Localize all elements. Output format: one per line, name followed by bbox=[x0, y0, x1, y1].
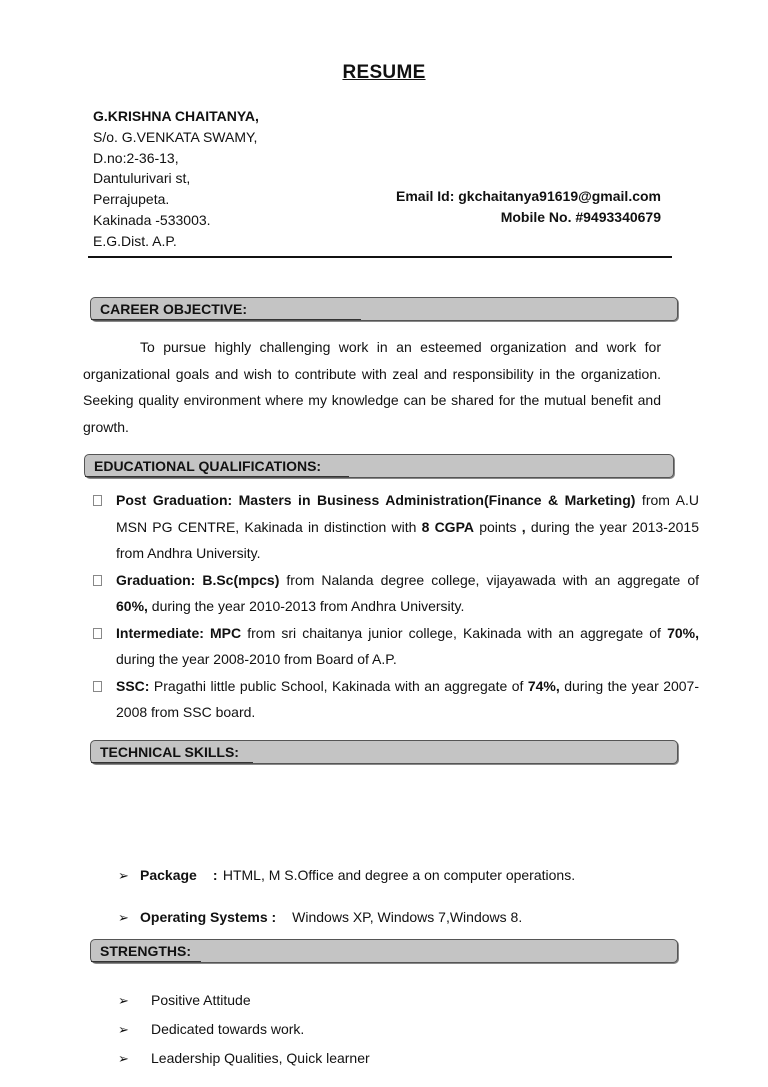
strength-text: Dedicated towards work. bbox=[151, 1021, 305, 1037]
checkbox-bullet-icon bbox=[93, 628, 102, 639]
mobile: Mobile No. #9493340679 bbox=[500, 208, 661, 225]
heading-underline bbox=[91, 319, 361, 320]
education-item: Intermediate: MPC from sri chaitanya junior college, Kakinada with an aggregate of 70%, during the year 2008-2010 from Board of A.P. bbox=[91, 620, 699, 673]
education-item: Graduation: B.Sc(mpcs) from Nalanda degree college, vijayawada with an aggregate of 60%, during the year 2010-2013 from Andhra University. bbox=[91, 567, 699, 620]
career-objective-heading-bar bbox=[90, 297, 678, 321]
strength-item bbox=[118, 1050, 370, 1067]
heading-underline bbox=[91, 961, 201, 962]
education-heading-bar bbox=[84, 454, 674, 478]
career-objective-heading: CAREER OBJECTIVE: bbox=[100, 301, 248, 317]
strength-item bbox=[118, 1021, 304, 1038]
arrow-bullet-icon: ➢ bbox=[118, 868, 129, 883]
contact-block bbox=[396, 186, 661, 228]
career-objective-text bbox=[83, 334, 661, 440]
arrow-bullet-icon: ➢ bbox=[118, 1022, 129, 1037]
candidate-name: G.KRISHNA CHAITANYA, bbox=[93, 108, 259, 124]
skill-label: Package bbox=[140, 867, 197, 883]
resume-title: RESUME bbox=[342, 62, 426, 83]
skill-label: Operating Systems : bbox=[140, 909, 277, 925]
heading-underline bbox=[85, 476, 349, 477]
technical-skill-item bbox=[118, 867, 575, 884]
checkbox-bullet-icon bbox=[93, 681, 102, 692]
address-line: Perrajupeta. bbox=[93, 191, 170, 208]
education-item: Post Graduation: Masters in Business Administration(Finance & Marketing) from A.U MSN PG CENTRE, Kakinada in distinction with 8 CGPA points , during the year 2013-2015 from Andhra University. bbox=[91, 487, 699, 567]
checkbox-bullet-icon bbox=[93, 575, 102, 586]
education-heading: EDUCATIONAL QUALIFICATIONS: bbox=[94, 458, 322, 474]
skill-value: Windows XP, Windows 7,Windows 8. bbox=[292, 909, 523, 925]
address-line: D.no:2-36-13, bbox=[93, 149, 179, 166]
education-list bbox=[91, 487, 699, 726]
arrow-bullet-icon: ➢ bbox=[118, 993, 129, 1008]
heading-underline bbox=[91, 762, 253, 763]
address-block bbox=[93, 106, 259, 252]
education-item: SSC: Pragathi little public School, Kakinada with an aggregate of 74%, during the year 2007-2008 from SSC board. bbox=[91, 673, 699, 726]
address-line: Kakinada -533003. bbox=[93, 211, 211, 228]
strength-item bbox=[118, 992, 251, 1009]
checkbox-bullet-icon bbox=[93, 495, 102, 506]
strength-text: Leadership Qualities, Quick learner bbox=[151, 1050, 370, 1066]
technical-skill-item bbox=[118, 909, 522, 926]
skill-value: HTML, M S.Office and degree a on computer operations. bbox=[222, 867, 576, 883]
arrow-bullet-icon: ➢ bbox=[118, 1051, 129, 1066]
strength-text: Positive Attitude bbox=[151, 992, 251, 1008]
email: Email Id: gkchaitanya91619@gmail.com bbox=[396, 188, 661, 204]
address-line: E.G.Dist. A.P. bbox=[93, 232, 177, 249]
address-line: Dantulurivari st, bbox=[93, 170, 191, 187]
strengths-heading: STRENGTHS: bbox=[100, 943, 191, 959]
technical-skills-heading: TECHNICAL SKILLS: bbox=[100, 744, 239, 760]
arrow-bullet-icon: ➢ bbox=[118, 910, 129, 925]
technical-skills-heading-bar bbox=[90, 740, 678, 764]
address-line: S/o. G.VENKATA SWAMY, bbox=[93, 128, 258, 145]
header-divider bbox=[88, 256, 672, 258]
strengths-heading-bar bbox=[90, 939, 678, 963]
skill-separator: : bbox=[212, 867, 218, 883]
career-objective-paragraph: To pursue highly challenging work in an esteemed organization and work for organizational goals and wish to contribute with zeal and responsibility in the organization. Seeking quality environment where my knowledge can be shared for the mutual benefit and growth. bbox=[83, 339, 661, 435]
